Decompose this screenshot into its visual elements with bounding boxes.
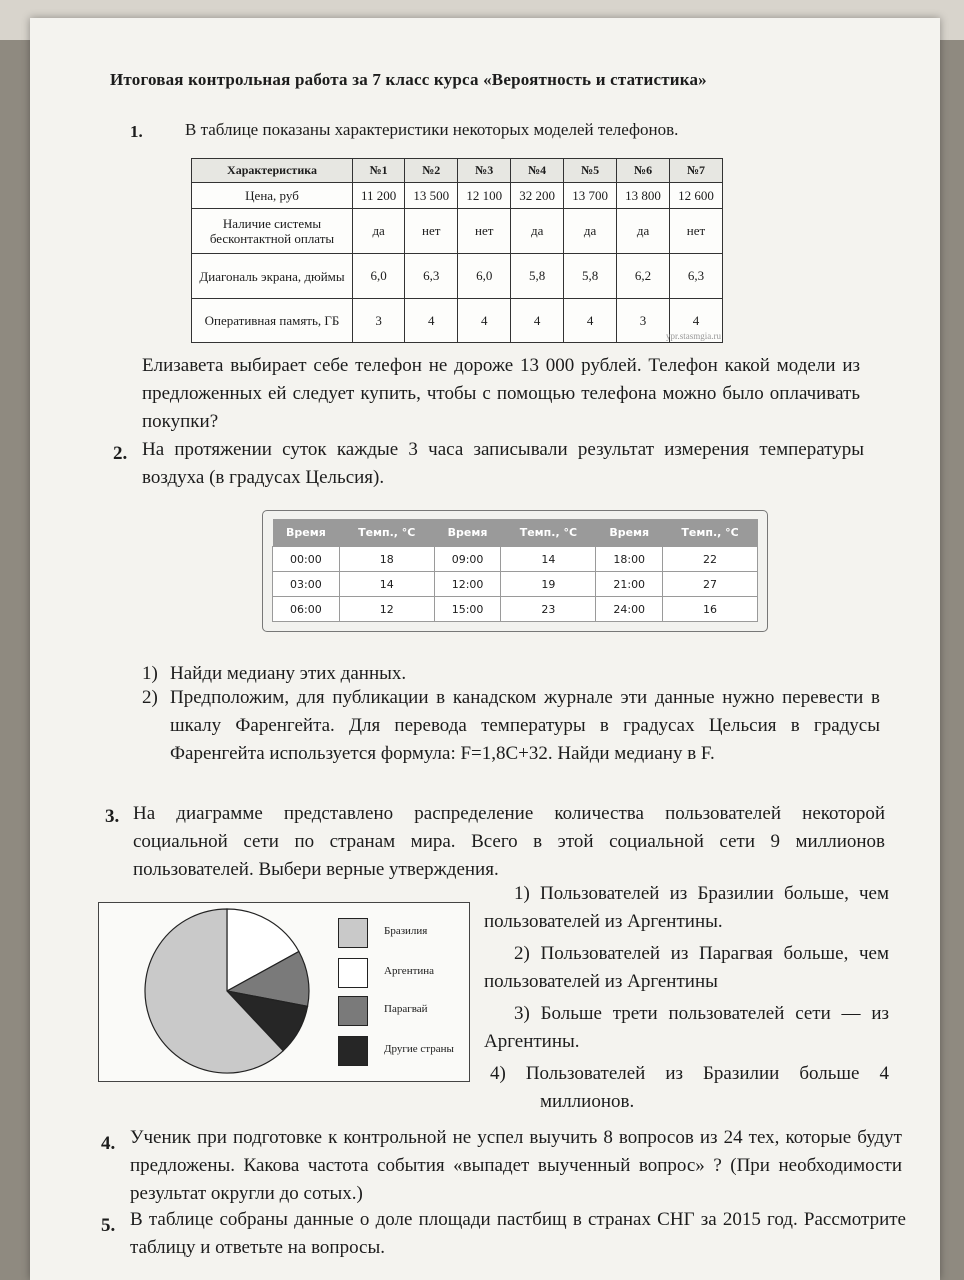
table-cell: 12	[339, 597, 434, 622]
q3-statements	[484, 880, 889, 1116]
table-cell: 6,0	[353, 254, 405, 299]
q5-text: В таблице собраны данные о доле площади пастбищ в странах СНГ за 2015 год. Рассмотрите таблицу и ответьте на вопросы.	[130, 1209, 906, 1258]
row-label: Цена, руб	[192, 183, 353, 209]
table-cell: нет	[405, 209, 458, 254]
row-label: Оперативная память, ГБ	[192, 299, 353, 343]
table-cell: 21:00	[596, 572, 663, 597]
row-label: Наличие системы бесконтактной оплаты	[192, 209, 353, 254]
table-header-cell: №2	[405, 159, 458, 183]
table-header-cell: Темп., °С	[501, 519, 596, 547]
legend-swatch-brazil	[338, 918, 368, 948]
table-header-cell: №1	[353, 159, 405, 183]
table-cell: 14	[339, 572, 434, 597]
legend-swatch-other	[338, 1036, 368, 1066]
table-header-row	[192, 159, 723, 183]
table-cell: 5,8	[511, 254, 564, 299]
table-cell: 18:00	[596, 547, 663, 572]
table-cell: 03:00	[273, 572, 340, 597]
table-cell: 6,3	[670, 254, 723, 299]
table-cell: 4	[564, 299, 617, 343]
table-cell: 13 500	[405, 183, 458, 209]
page-title: Итоговая контрольная работа за 7 класс курса «Вероятность и статистика»	[110, 70, 707, 89]
table-cell: 6,2	[617, 254, 670, 299]
row-label: Диагональ экрана, дюймы	[192, 254, 353, 299]
table-cell: 4	[511, 299, 564, 343]
legend-swatch-argentina	[338, 958, 368, 988]
table-cell: 14	[501, 547, 596, 572]
table-cell: да	[564, 209, 617, 254]
table-header-cell: Темп., °С	[663, 519, 758, 547]
q1-number: 1.	[130, 122, 143, 141]
table-header-row	[273, 519, 758, 547]
table-row	[273, 547, 758, 572]
table-cell: 12 100	[458, 183, 511, 209]
table-cell: 13 700	[564, 183, 617, 209]
table-header-cell: Характеристика	[192, 159, 353, 183]
table-cell: 13 800	[617, 183, 670, 209]
pie-chart-frame	[98, 902, 470, 1082]
q4-number: 4.	[101, 1133, 116, 1154]
table-cell: 16	[663, 597, 758, 622]
table-cell: 27	[663, 572, 758, 597]
table-cell: 09:00	[434, 547, 501, 572]
table-cell: 23	[501, 597, 596, 622]
legend-swatch-paraguay	[338, 996, 368, 1026]
q2-number: 2.	[113, 443, 128, 464]
table-cell: да	[353, 209, 405, 254]
q5-number: 5.	[101, 1215, 116, 1236]
table-cell: 3	[617, 299, 670, 343]
table-header-cell: Время	[434, 519, 501, 547]
table-cell: 24:00	[596, 597, 663, 622]
temperature-table	[272, 519, 758, 622]
statement: 4) Пользователей из Бразилии больше 4 миллионов.	[490, 1063, 889, 1112]
table-cell: 22	[663, 547, 758, 572]
q2-text: На протяжении суток каждые 3 часа записывали результат измерения температуры воздуха (в градусах Цельсия).	[142, 439, 864, 488]
table-header-cell: №6	[617, 159, 670, 183]
table-row	[192, 299, 723, 343]
table-cell: 12:00	[434, 572, 501, 597]
table-row	[273, 597, 758, 622]
table-header-cell: №3	[458, 159, 511, 183]
table-header-cell: №4	[511, 159, 564, 183]
legend-label: Парагвай	[384, 1003, 428, 1015]
table-cell: нет	[670, 209, 723, 254]
q2-sub1: Найди медиану этих данных.	[170, 663, 407, 684]
table-cell: 18	[339, 547, 434, 572]
table-cell: да	[617, 209, 670, 254]
q3-number: 3.	[105, 806, 120, 827]
q4-text: Ученик при подготовке к контрольной не успел выучить 8 вопросов из 24 тех, которые будут предложены. Какова частота события «выпадет выученный вопрос» ? (При необходимости результат округли до сотых.)	[130, 1127, 902, 1204]
table-row	[192, 183, 723, 209]
legend-label: Другие страны	[384, 1043, 454, 1055]
pie-chart	[99, 903, 319, 1081]
table-cell: 00:00	[273, 547, 340, 572]
table-cell: 4	[405, 299, 458, 343]
table-header-cell: №7	[670, 159, 723, 183]
table-cell-value: 4	[692, 312, 700, 328]
table-cell: нет	[458, 209, 511, 254]
table-cell: 3	[353, 299, 405, 343]
table-cell: 11 200	[353, 183, 405, 209]
q2-sub2: Предположим, для публикации в канадском журнале эти данные нужно перевести в шкалу Фаренгейта. Для перевода температуры в градусах Цельсия в градусы Фаренгейта используется формула: F=1,8C+32. Найди медиану в F.	[170, 687, 880, 764]
table-row	[192, 254, 723, 299]
table-cell: да	[511, 209, 564, 254]
statement: 1) Пользователей из Бразилии больше, чем пользователей из Аргентины.	[484, 883, 889, 932]
watermark: ypr.stasmgia.ru	[666, 331, 721, 341]
table-header-cell: Время	[273, 519, 340, 547]
temperature-table-frame	[262, 510, 768, 632]
table-cell: 12 600	[670, 183, 723, 209]
table-cell: 32 200	[511, 183, 564, 209]
q2-sub2-number: 2)	[142, 687, 158, 708]
table-cell: 6,0	[458, 254, 511, 299]
q1-question: Елизавета выбирает себе телефон не дороже 13 000 рублей. Телефон какой модели из предложенных ей следует купить, чтобы с помощью телефона можно было оплачивать покупки?	[142, 355, 860, 432]
table-header-cell: №5	[564, 159, 617, 183]
statement: 3) Больше трети пользователей сети — из Аргентины.	[484, 1003, 889, 1052]
table-cell: 19	[501, 572, 596, 597]
table-row	[192, 209, 723, 254]
table-cell	[666, 299, 723, 343]
q2-sub1-number: 1)	[142, 663, 158, 684]
q3-text: На диаграмме представлено распределение количества пользователей некоторой социальной сети по странам мира. Всего в этой социальной сети 9 миллионов пользователей. Выбери верные утверждения.	[133, 803, 885, 880]
table-cell: 15:00	[434, 597, 501, 622]
legend-label: Бразилия	[384, 925, 428, 937]
table-cell: 4	[458, 299, 511, 343]
q1-intro: В таблице показаны характеристики некоторых моделей телефонов.	[185, 120, 679, 139]
table-row	[273, 572, 758, 597]
legend-label: Аргентина	[384, 965, 435, 977]
table-header-cell: Время	[596, 519, 663, 547]
table-cell: 6,3	[405, 254, 458, 299]
table-cell: 5,8	[564, 254, 617, 299]
statement: 2) Пользователей из Парагвая больше, чем пользователей из Аргентины	[484, 943, 889, 992]
table-cell: 06:00	[273, 597, 340, 622]
table-header-cell: Темп., °С	[339, 519, 434, 547]
phones-table	[191, 158, 723, 343]
